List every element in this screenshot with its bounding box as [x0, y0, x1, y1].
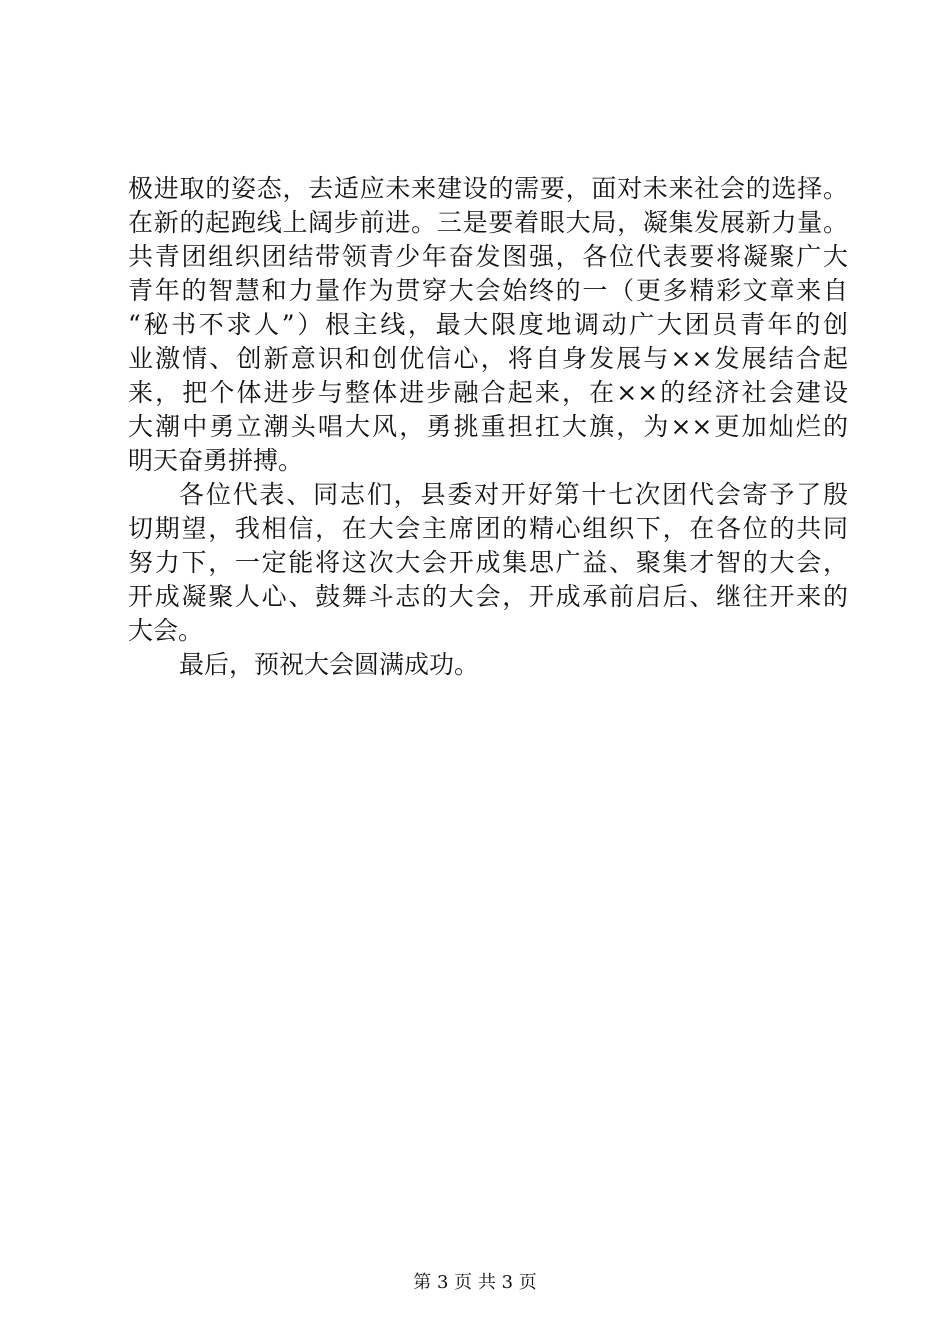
text-line: 大会。 [128, 616, 204, 645]
text-line: 努力下，一定能将这次大会开成集思广益、聚集才智的大会， [128, 548, 848, 577]
text-line: 业激情、创新意识和创优信心，将自身发展与××发展结合起 [128, 344, 848, 373]
text-line: 来，把个体进步与整体进步融合起来，在××的经济社会建设 [128, 378, 848, 407]
text-line: 极进取的姿态，去适应未来建设的需要，面对未来社会的选择。 [128, 174, 848, 203]
paragraph-3 [128, 648, 848, 682]
paragraph-2 [128, 478, 848, 648]
text-line: 在新的起跑线上阔步前进。三是要着眼大局，凝集发展新力量。 [128, 208, 848, 237]
text-line: 各位代表、同志们，县委对开好第十七次团代会寄予了殷 [179, 480, 848, 509]
text-line: 切期望，我相信，在大会主席团的精心组织下，在各位的共同 [128, 514, 848, 543]
text-line: 共青团组织团结带领青少年奋发图强，各位代表要将凝聚广大 [128, 242, 848, 271]
text-line: 明天奋勇拼搏。 [128, 446, 304, 475]
text-line: 最后，预祝大会圆满成功。 [179, 650, 480, 679]
body-text [128, 172, 848, 682]
page-number-label: 第 3 页 共 3 页 [413, 1272, 537, 1293]
text-line: 大潮中勇立潮头唱大风，勇挑重担扛大旗，为××更加灿烂的 [128, 412, 848, 441]
text-line: 开成凝聚人心、鼓舞斗志的大会，开成承前启后、继往开来的 [128, 582, 848, 611]
text-line: 青年的智慧和力量作为贯穿大会始终的一（更多精彩文章来自 [128, 276, 848, 305]
paragraph-1 [128, 172, 848, 478]
page-footer [0, 1272, 950, 1294]
text-line: “秘书不求人”）根主线，最大限度地调动广大团员青年的创 [128, 310, 848, 339]
